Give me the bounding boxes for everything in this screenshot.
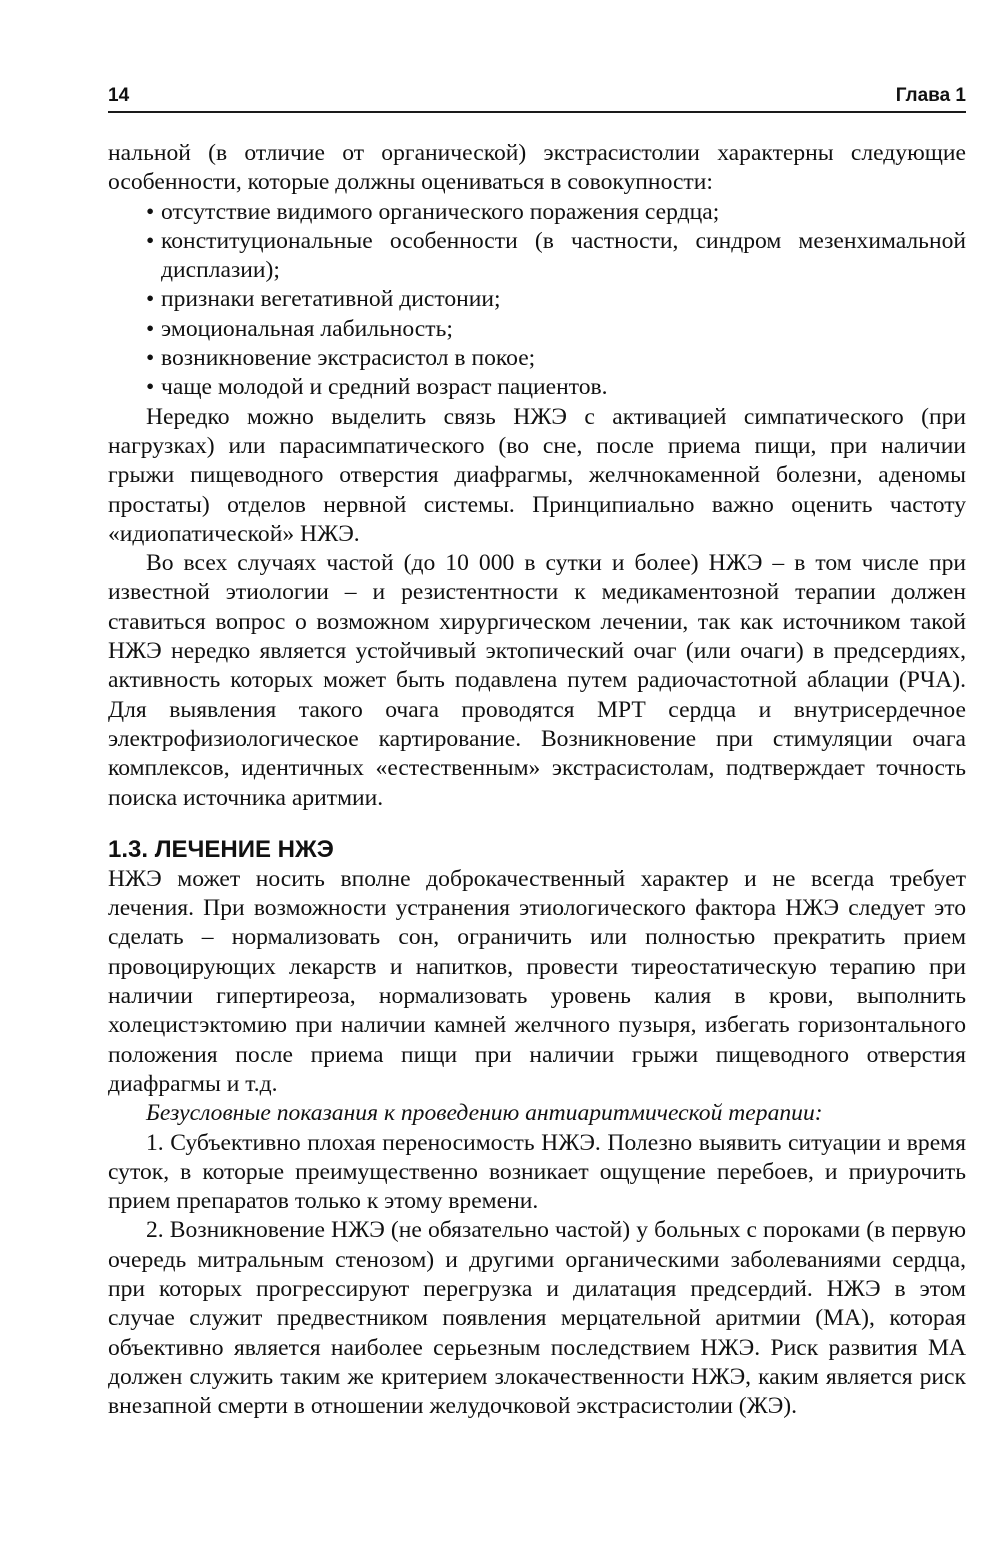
running-header: [108, 84, 966, 113]
list-item: • конституциональные особенности (в частности, синдром мезенхимальной дисплазии);: [146, 227, 966, 286]
body-text: [108, 139, 966, 1421]
intro-paragraph: нальной (в отличие от органической) экстрасистолии характерны следующие особенности, которые должны оцениваться в совокупности:: [108, 140, 966, 196]
list-item: • чаще молодой и средний возраст пациентов.: [146, 373, 966, 402]
page-number: 14: [108, 85, 130, 106]
indication-2: 2. Возникновение НЖЭ (не обязательно частой) у больных с пороками (в первую очередь митральным стенозом) и другими органическими заболеваниями сердца, при которых прогрессируют перегрузка и дилатация предсердий. НЖЭ в этом случае служит предвестником появления мерцательной аритмии (МА), которая объективно является наиболее серьезным последствием НЖЭ. Риск развития МА должен служить таким же критерием злокачественности НЖЭ, каким является риск внезапной смерти в отношении желудочковой экстрасистолии (ЖЭ).: [108, 1217, 966, 1420]
indications-title: Безусловные показания к проведению антиаритмической терапии:: [146, 1100, 823, 1127]
chapter-label: Глава 1: [895, 85, 966, 106]
list-item: • отсутствие видимого органического поражения сердца;: [146, 198, 966, 227]
paragraph-autonomic: Нередко можно выделить связь НЖЭ с активацией симпатического (при нагрузках) или парасимпатического (во сне, после приема пищи, при наличии грыжи пищеводного отверстия диафрагмы, желчнокаменной болезни, аденомы простаты) отделов нервной системы. Принципиально важно оценить частоту «идиопатической» НЖЭ.: [108, 403, 966, 547]
list-item: • возникновение экстрасистол в покое;: [146, 344, 966, 373]
section-paragraph: НЖЭ может носить вполне доброкачественный характер и не всегда требует лечения. При возможности устранения этиологического фактора НЖЭ следует это сделать – нормализовать сон, ограничить или полностью прекратить прием провоцирующих лекарств и напитков, провести тиреостатическую терапию при наличии гипертиреоза, нормализовать уровень калия в крови, выполнить холецистэктомию при наличии камней желчного пузыря, избегать горизонтального положения после приема пищи при наличии грыжи пищеводного отверстия диафрагмы и т.д.: [108, 865, 966, 1097]
list-item: • эмоциональная лабильность;: [146, 315, 966, 344]
book-page: [108, 84, 966, 1421]
paragraph-surgery: Во всех случаях частой (до 10 000 в сутки и более) НЖЭ – в том числе при известной этиологии – и резистентности к медикаментозной терапии должен ставиться вопрос о возможном хирургическом лечении, так как источником такой НЖЭ нередко является устойчивый эктопический очаг (или очаги) в предсердиях, активность которых может быть подавлена путем радиочастотной аблации (РЧА). Для выявления такого очага проводятся МРТ сердца и внутрисердечное электрофизиологическое картирование. Возникновение при стимуляции очага комплексов, идентичных «естественным» экстрасистолам, подтверждает точность поиска источника аритмии.: [108, 550, 966, 811]
features-list: [108, 198, 966, 403]
section-heading: 1.3. ЛЕЧЕНИЕ НЖЭ: [108, 835, 334, 863]
list-item: • признаки вегетативной дистонии;: [146, 285, 966, 314]
indication-1: 1. Субъективно плохая переносимость НЖЭ. Полезно выявить ситуации и время суток, в которые преимущественно возникает ощущение перебоев, и приурочить прием препаратов только к этому времени.: [108, 1129, 966, 1215]
